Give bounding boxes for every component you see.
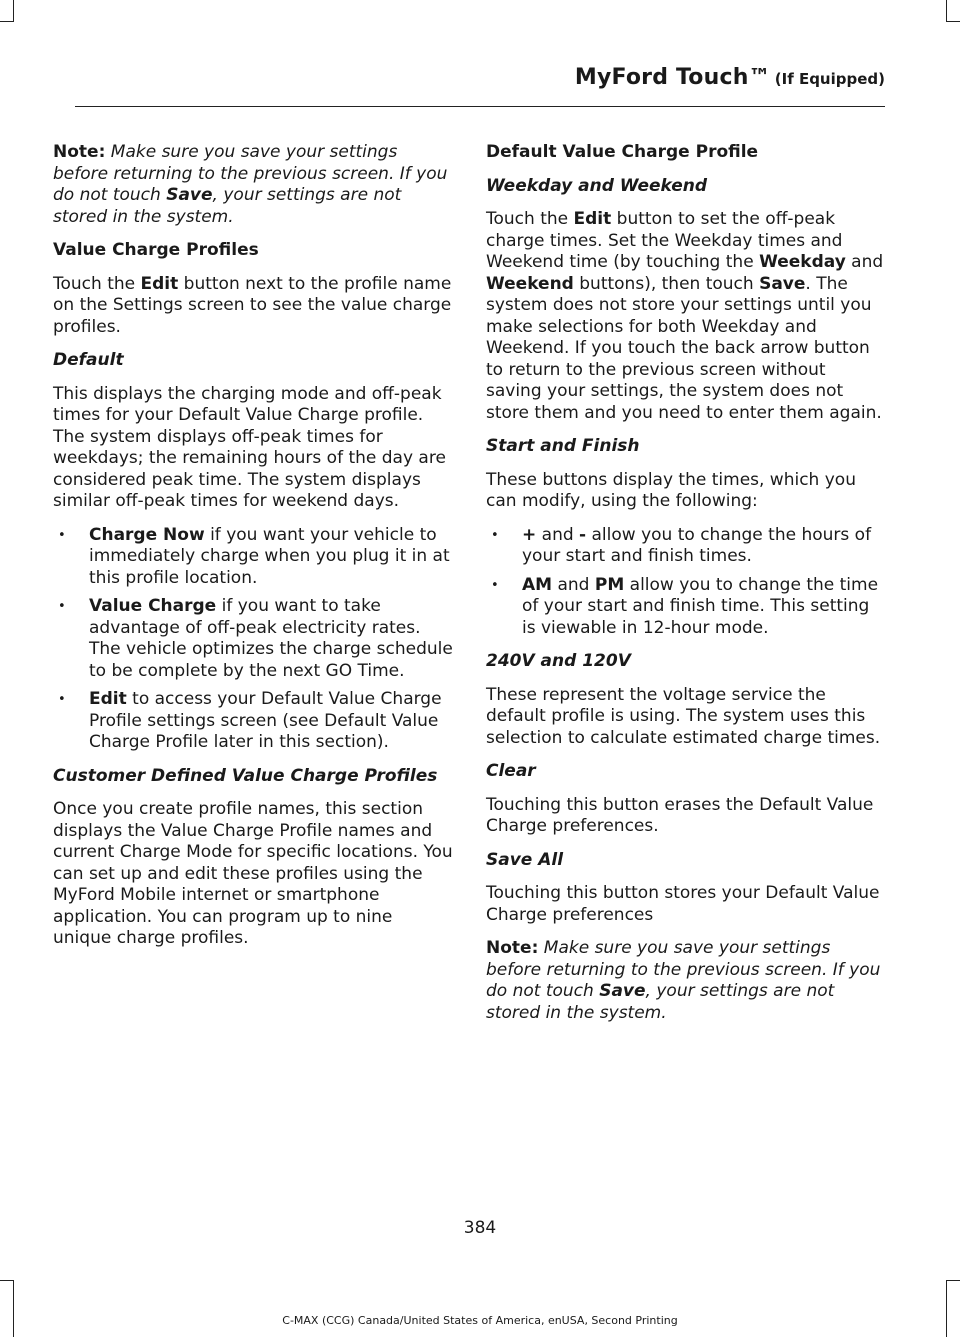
list-item: • + and - allow you to change the hours of your start and finish times. (486, 525, 886, 568)
page-number: 384 (463, 1218, 497, 1238)
heading-weekday-weekend: Weekday and Weekend (486, 175, 708, 196)
heading-clear: Clear (486, 761, 536, 781)
crop-mark (946, 21, 960, 22)
mode-list (53, 525, 453, 754)
header-subtitle: (If Equipped) (774, 70, 885, 88)
heading-default-value-charge-profile: Default Value Charge Profile (486, 142, 759, 162)
paragraph-save-all: Touching this button stores your Default Value Charge preferences (486, 883, 880, 925)
crop-mark (0, 21, 14, 22)
list-item: • Charge Now if you want your vehicle to immediately charge when you plug it in at this profile location. (53, 525, 453, 590)
note-paragraph (486, 938, 886, 1024)
paragraph-touch-edit: Touch the Edit button next to the profile name on the Settings screen to see the value charge profiles. (53, 273, 452, 337)
paragraph-clear: Touching this button erases the Default Value Charge preferences. (486, 794, 874, 836)
paragraph-start-finish: These buttons display the times, which you can modify, using the following: (486, 469, 856, 511)
heading-value-charge-profiles: Value Charge Profiles (53, 240, 259, 260)
left-column (53, 142, 453, 962)
crop-mark (946, 1280, 960, 1281)
list-item: • Value Charge if you want to take advantage of off-peak electricity rates. The vehicle optimizes the charge schedule to be complete by the next GO Time. (53, 596, 453, 682)
crop-mark (946, 1280, 947, 1337)
list-item: • Edit to access your Default Value Charge Profile settings screen (see Default Value Charge Profile later in this section). (53, 689, 453, 754)
crop-mark (0, 1280, 14, 1281)
time-controls-list (486, 525, 886, 640)
paragraph-weekday-weekend: Touch the Edit button to set the off-peak charge times. Set the Weekday times and Weekend time (by touching the Weekday and Weekend buttons), then touch Save. The system does not store your settings until you make selections for both Weekday and Weekend. If you touch the back arrow button to return to the previous screen without saving your settings, the system does not store them and you need to enter them again. (486, 209, 884, 423)
right-column (486, 142, 886, 1036)
paragraph-customer-defined: Once you create profile names, this section displays the Value Charge Profile names and current Charge Mode for specific locations. You can set up and edit these profiles using the MyFord Mobile internet or smartphone application. You can program up to nine unique charge profiles. (53, 799, 453, 948)
note-text: Make sure you save your settings before returning to the previous screen. If you do not touch Save, your settings are not stored in the system. (53, 142, 448, 227)
list-item: • AM and PM allow you to change the time of your start and finish time. This setting is viewable in 12-hour mode. (486, 575, 886, 640)
heading-start-finish: Start and Finish (486, 436, 640, 456)
paragraph-voltage: These represent the voltage service the default profile is using. The system uses this selection to calculate estimated charge times. (486, 684, 881, 748)
page-header (75, 58, 885, 107)
header-title: MyFord Touch™ (574, 65, 771, 90)
note-label: Note: (486, 938, 539, 958)
crop-mark (13, 1280, 14, 1337)
paragraph-default: This displays the charging mode and off-peak times for your Default Value Charge profile. The system displays off-peak times for weekdays; the remaining hours of the day are considered peak time. The system displays similar off-peak times for weekend days. (53, 383, 446, 511)
heading-customer-defined: Customer Defined Value Charge Profiles (53, 765, 438, 786)
note-text: Make sure you save your settings before returning to the previous screen. If you do not touch Save, your settings are not stored in the system. (486, 938, 881, 1023)
heading-save-all: Save All (486, 849, 564, 870)
crop-mark (946, 0, 947, 22)
crop-mark (13, 0, 14, 22)
footer-text: C-MAX (CCG) Canada/United States of America, enUSA, Second Printing (282, 1314, 678, 1327)
heading-default: Default (53, 350, 124, 370)
note-label: Note: (53, 142, 106, 162)
note-paragraph (53, 142, 453, 228)
heading-voltage: 240V and 120V (486, 651, 631, 671)
